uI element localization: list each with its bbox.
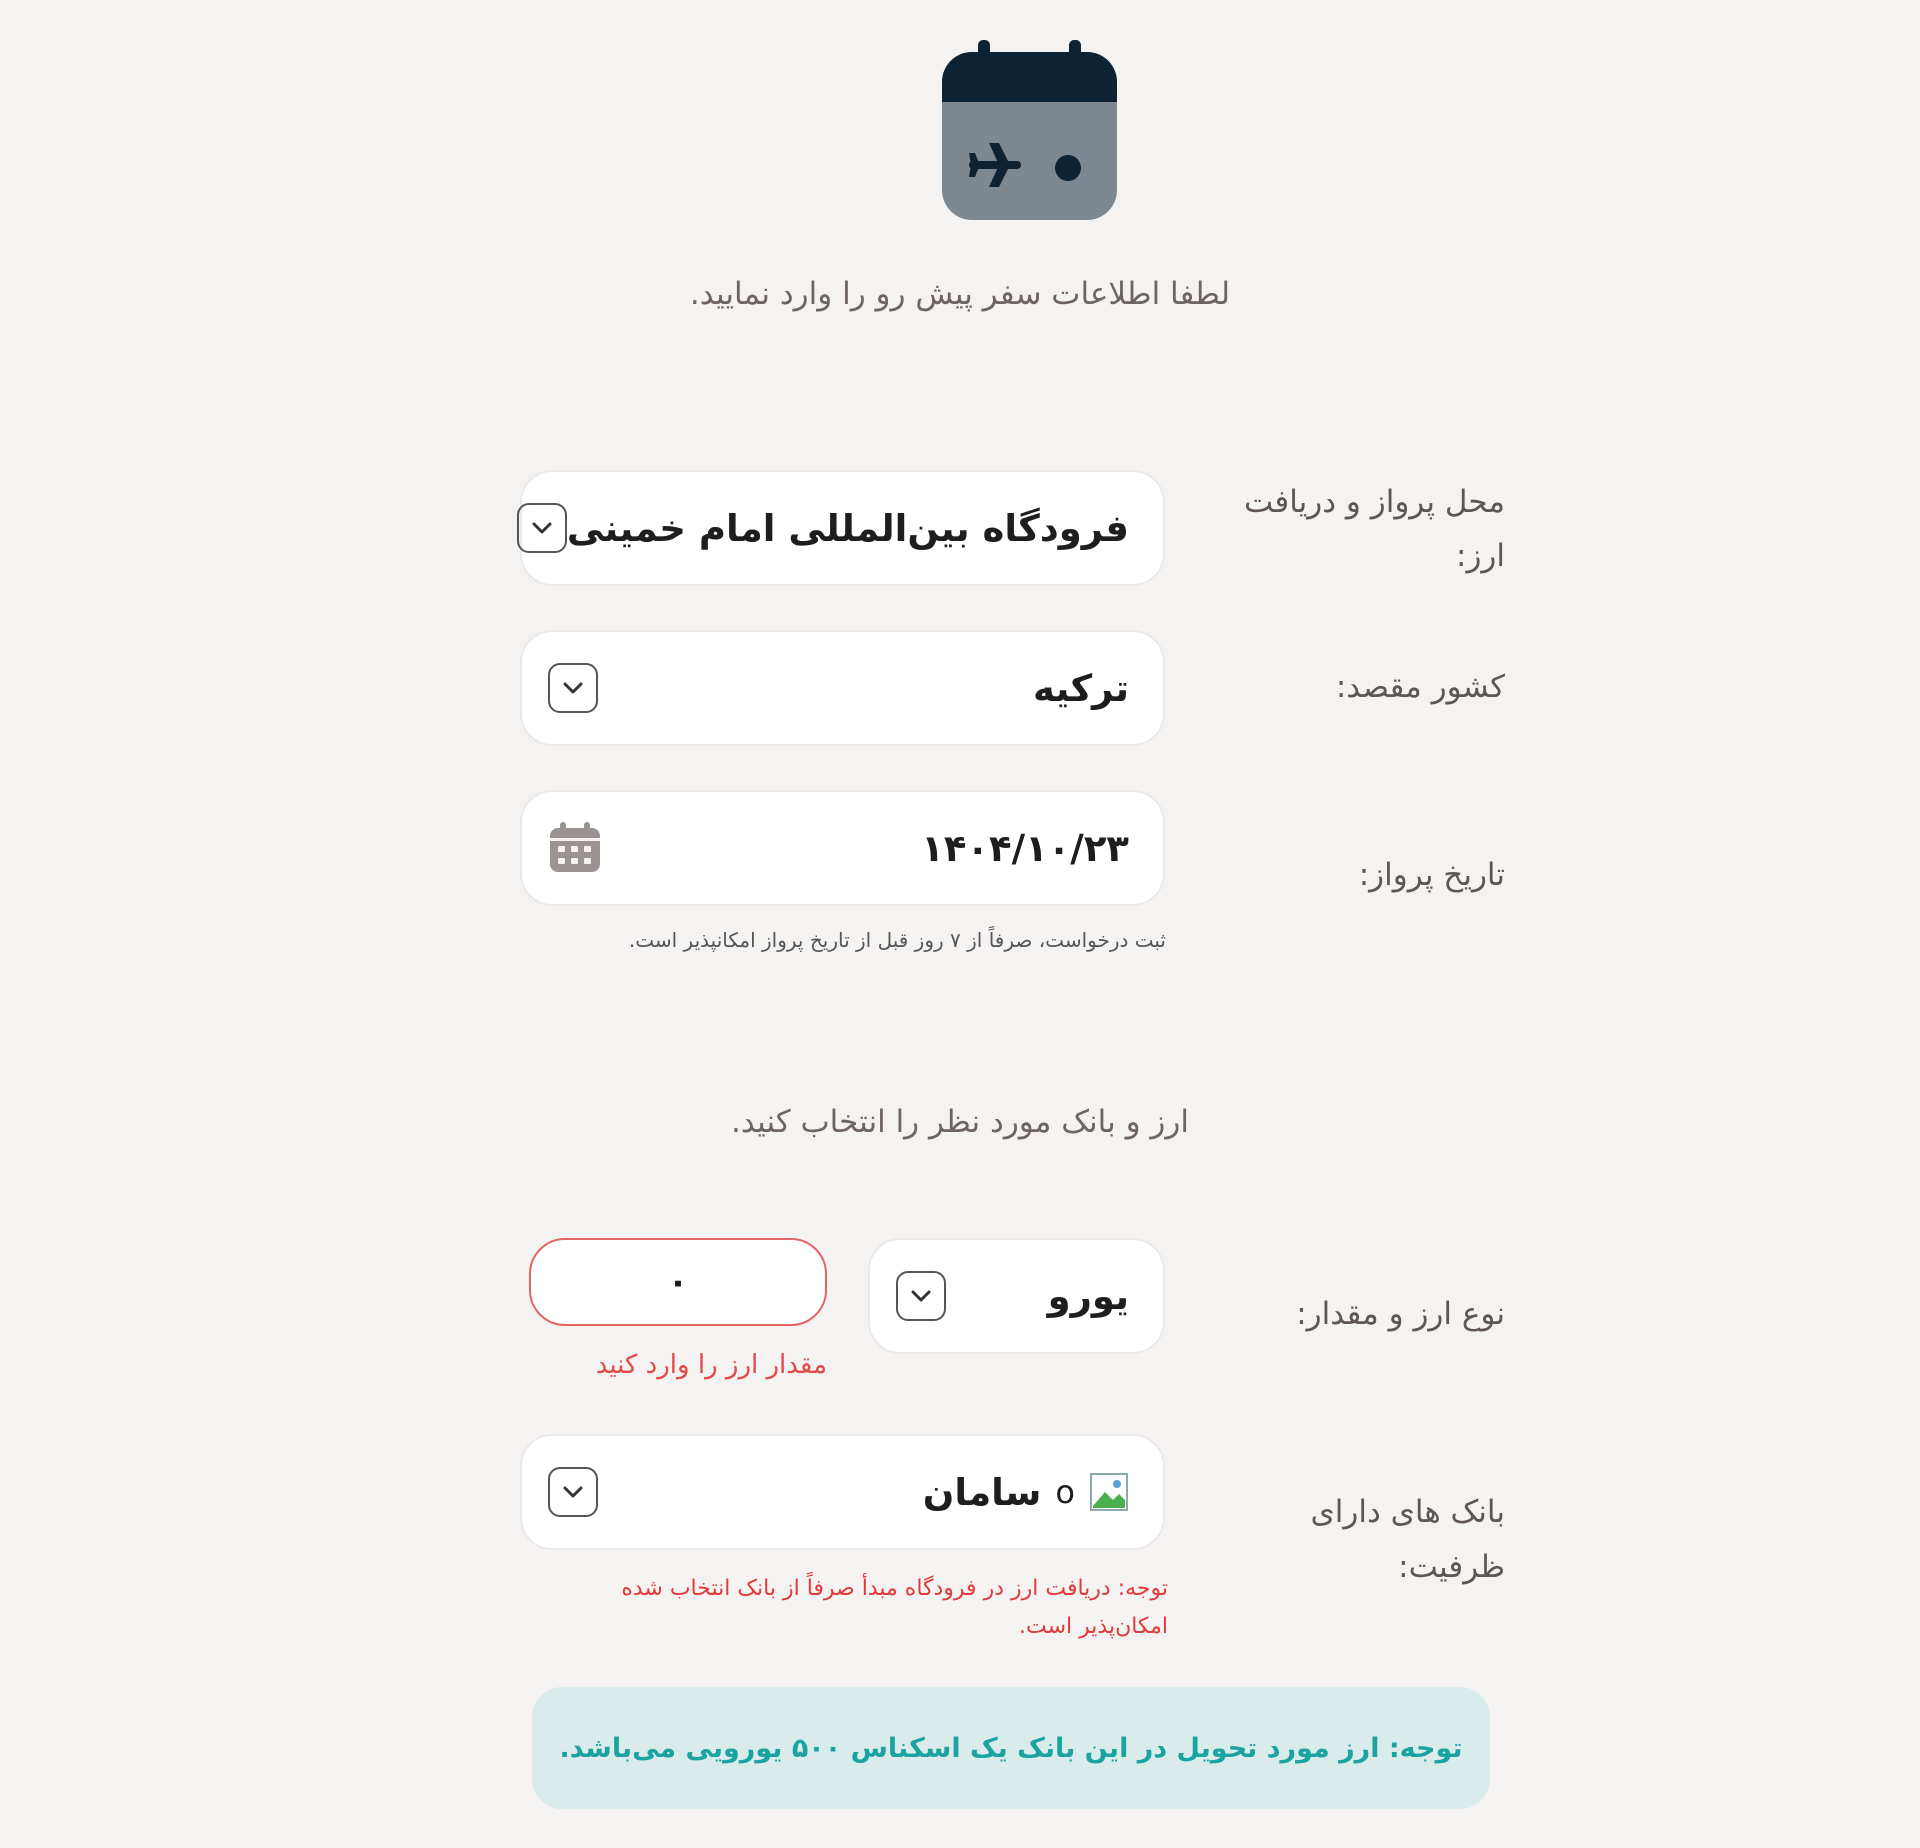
currency-type-value: یورو — [1047, 1274, 1129, 1318]
bank-logo-broken-image-icon — [1089, 1472, 1129, 1512]
denomination-info-box: توجه: ارز مورد تحویل در این بانک یک اسکناس ۵۰۰ یورویی می‌باشد. — [532, 1687, 1490, 1809]
chevron-down-icon[interactable] — [517, 503, 567, 553]
currency-type-label: نوع ارز و مقدار: — [1296, 1296, 1505, 1332]
bank-note: توجه: دریافت ارز در فرودگاه مبدأ صرفاً از بانک انتخاب شده امکان‌پذیر است. — [621, 1576, 1168, 1639]
chevron-down-icon[interactable] — [548, 1467, 598, 1517]
destination-label: کشور مقصد: — [1335, 669, 1505, 705]
currency-type-select[interactable] — [868, 1238, 1165, 1354]
calendar-icon[interactable] — [548, 822, 602, 874]
chevron-down-icon[interactable] — [896, 1271, 946, 1321]
chevron-down-icon[interactable] — [548, 663, 598, 713]
calendar-flight-icon — [942, 40, 1117, 220]
date-input[interactable] — [520, 790, 1165, 906]
date-label: تاریخ پرواز: — [1358, 857, 1505, 893]
amount-input[interactable]: ۰ — [529, 1238, 827, 1326]
origin-value: فرودگاه بین‌المللی امام خمینی — [566, 506, 1129, 550]
destination-value: ترکیه — [1033, 666, 1129, 710]
destination-select[interactable] — [520, 630, 1165, 746]
intro-text: لطفا اطلاعات سفر پیش رو را وارد نمایید. — [689, 276, 1231, 312]
date-hint: ثبت درخواست، صرفاً از ۷ روز قبل از تاریخ پرواز امکانپذیر است. — [628, 928, 1166, 952]
bank-value: سامان — [922, 1470, 1042, 1514]
origin-label: محل پرواز و دریافت ارز: — [1243, 484, 1505, 574]
date-value: ۱۴۰۴/۱۰/۲۳ — [921, 826, 1129, 870]
origin-select[interactable] — [520, 470, 1165, 586]
bank-option — [923, 1471, 1129, 1514]
bank-select[interactable] — [520, 1434, 1165, 1550]
bank-prefix: o — [1055, 1473, 1075, 1511]
amount-error-text: مقدار ارز را وارد کنید — [595, 1350, 827, 1380]
bank-label: بانک های دارای ظرفیت: — [1310, 1494, 1505, 1585]
currency-section-title: ارز و بانک مورد نظر را انتخاب کنید. — [731, 1104, 1189, 1140]
